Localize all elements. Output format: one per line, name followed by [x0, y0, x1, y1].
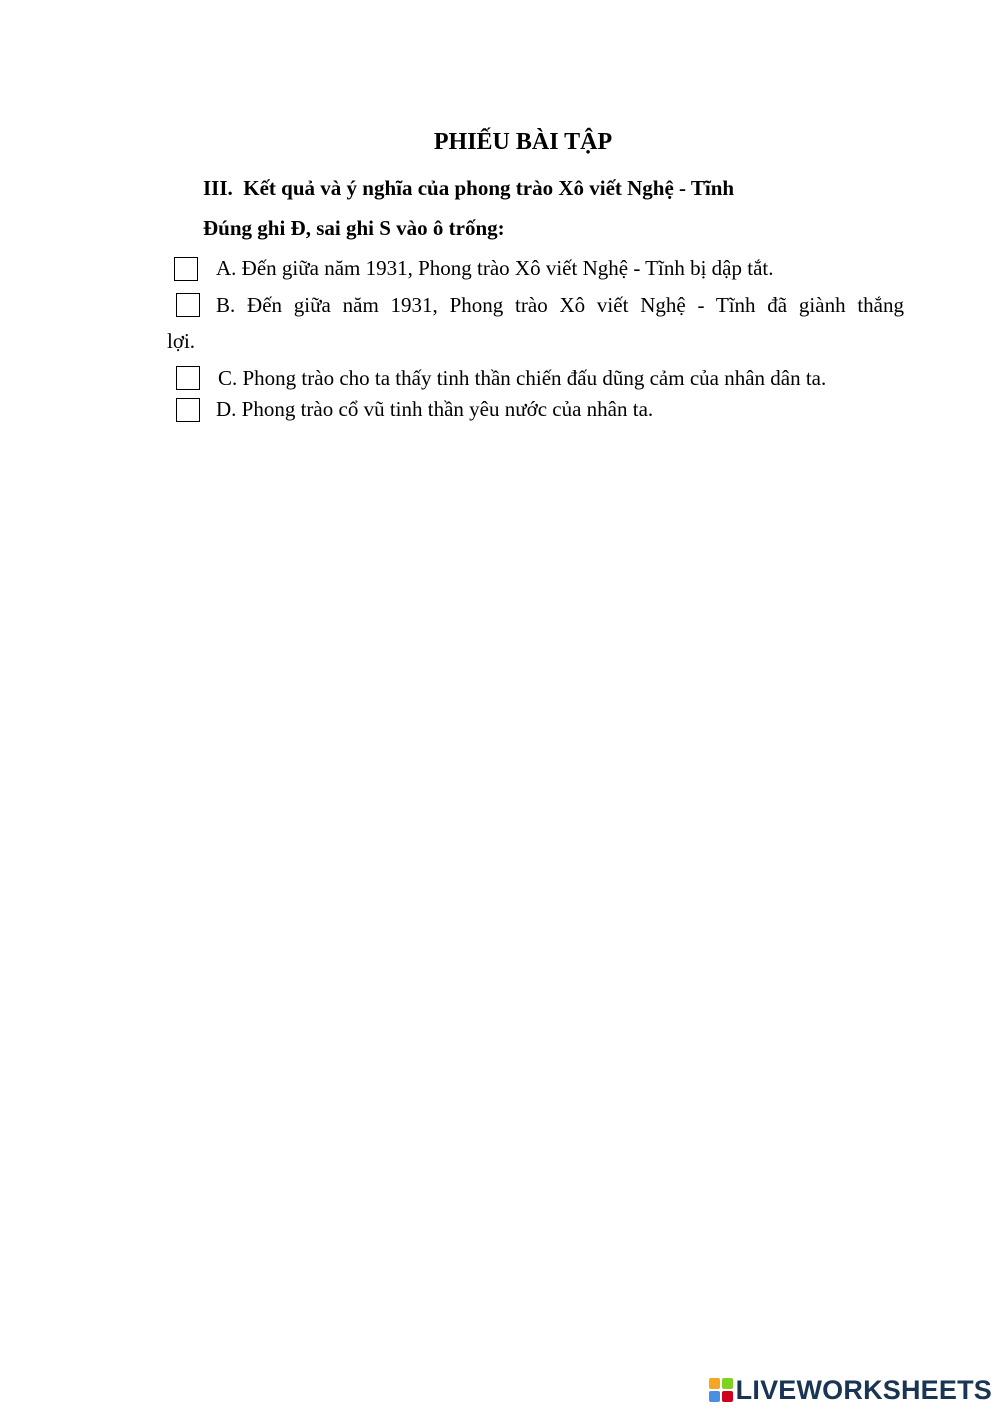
statement-b-continuation: lợi. — [167, 329, 196, 353]
instruction-text: Đúng ghi Đ, sai ghi S vào ô trống: — [203, 216, 505, 240]
logo-square-2 — [722, 1378, 733, 1389]
liveworksheets-watermark — [709, 1375, 992, 1405]
statement-d: D. Phong trào cổ vũ tinh thần yêu nước của nhân ta. — [216, 397, 654, 421]
logo-square-4 — [722, 1391, 733, 1402]
answer-box-d[interactable] — [176, 398, 200, 422]
statement-c: C. Phong trào cho ta thấy tinh thần chiến đấu dũng cảm của nhân dân ta. — [218, 366, 827, 390]
logo-square-3 — [709, 1391, 720, 1402]
statement-a: A. Đến giữa năm 1931, Phong trào Xô viết Nghệ - Tĩnh bị dập tắt. — [216, 256, 774, 280]
answer-box-b[interactable] — [176, 293, 200, 317]
section-heading: III. Kết quả và ý nghĩa của phong trào Xô viết Nghệ - Tĩnh — [203, 176, 735, 200]
liveworksheets-logo-icon — [709, 1378, 733, 1402]
answer-box-c[interactable] — [176, 366, 200, 390]
statement-b: B. Đến giữa năm 1931, Phong trào Xô viết Nghệ - Tĩnh đã giành thắng — [216, 293, 904, 317]
watermark-text: LIVEWORKSHEETS — [735, 1375, 992, 1405]
logo-square-1 — [709, 1378, 720, 1389]
answer-box-a[interactable] — [174, 257, 198, 281]
page-title: PHIẾU BÀI TẬP — [433, 129, 613, 155]
